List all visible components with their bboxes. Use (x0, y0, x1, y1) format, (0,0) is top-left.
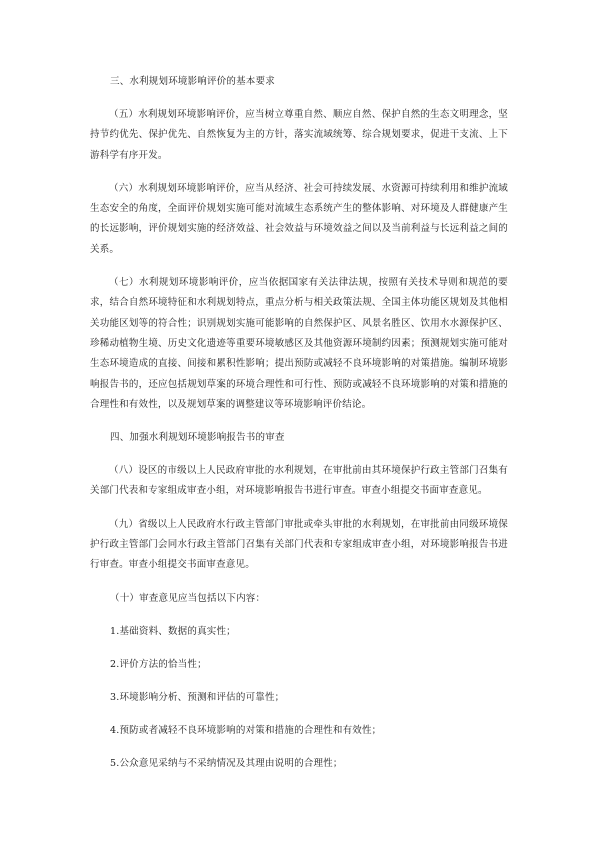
document-body (90, 72, 508, 787)
list-item: 3.环境影响分析、预测和评估的可靠性； (110, 691, 285, 703)
paragraph-7: （七）水利规划环境影响评价，应当依据国家有关法律法规，按照有关技术导则和规范的要求，结合自然环境特征和水利规划特点，重点分析与相关政策法规、全国主体功能区规划及其他相关功能区划等的符合性；识别规划实施可能影响的自然保护区、风景名胜区、饮用水水源保护区、珍稀动植物生境、历史文化遗迹等重要环境敏感区及其他资源环境制约因素；预测规划实施可能对生态环境造成的直接、间接和累积性影响；提出预防或减轻不良环境影响的对策措施。编制环境影响报告书的，还应包括规划草案的环境合理性和可行性、预防或减轻不良环境影响的对策和措施的合理性和有效性，以及规划草案的调整建议等环境影响评价结论。 (90, 277, 508, 410)
list-item: 4.预防或者减轻不良环境影响的对策和措施的合理性和有效性； (110, 724, 382, 736)
list-item: 1.基础资料、数据的真实性； (110, 625, 236, 637)
list-item: 5.公众意见采纳与不采纳情况及其理由说明的合理性； (110, 757, 343, 769)
section-heading-basic-requirements: 三、水利规划环境影响评价的基本要求 (110, 76, 275, 87)
paragraph-10-list-intro: （十）审查意见应当包括以下内容： (110, 592, 266, 604)
list-item: 2.评价方法的恰当性； (110, 658, 207, 670)
paragraph-6: （六）水利规划环境影响评价，应当从经济、社会可持续发展、水资源可持续利用和维护流域生态安全的角度，全面评价规划实施可能对流域生态系统产生的整体影响、对环境及人群健康产生的长远影响，评价规划实施的经济效益、社会效益与环境效益之间以及当前利益与长远利益之间的关系。 (90, 182, 508, 255)
paragraph-9: （九）省级以上人民政府水行政主管部门审批或牵头审批的水利规划，在审批前由同级环境保护行政主管部门会同水行政主管部门召集有关部门代表和专家组成审查小组，对环境影响报告书进行审查。审查小组提交书面审查意见。 (90, 518, 508, 571)
paragraph-5: （五）水利规划环境影响评价，应当树立尊重自然、顺应自然、保护自然的生态文明理念，坚持节约优先、保护优先、自然恢复为主的方针，落实流域统筹、综合规划要求，促进干支流、上下游科学有序开发。 (90, 109, 508, 161)
section-heading-review: 四、加强水利规划环境影响报告书的审查 (110, 432, 285, 444)
paragraph-8: （八）设区的市级以上人民政府审批的水利规划，在审批前由其环境保护行政主管部门召集有关部门代表和专家组成审查小组，对环境影响报告书进行审查。审查小组提交书面审查意见。 (90, 465, 508, 497)
